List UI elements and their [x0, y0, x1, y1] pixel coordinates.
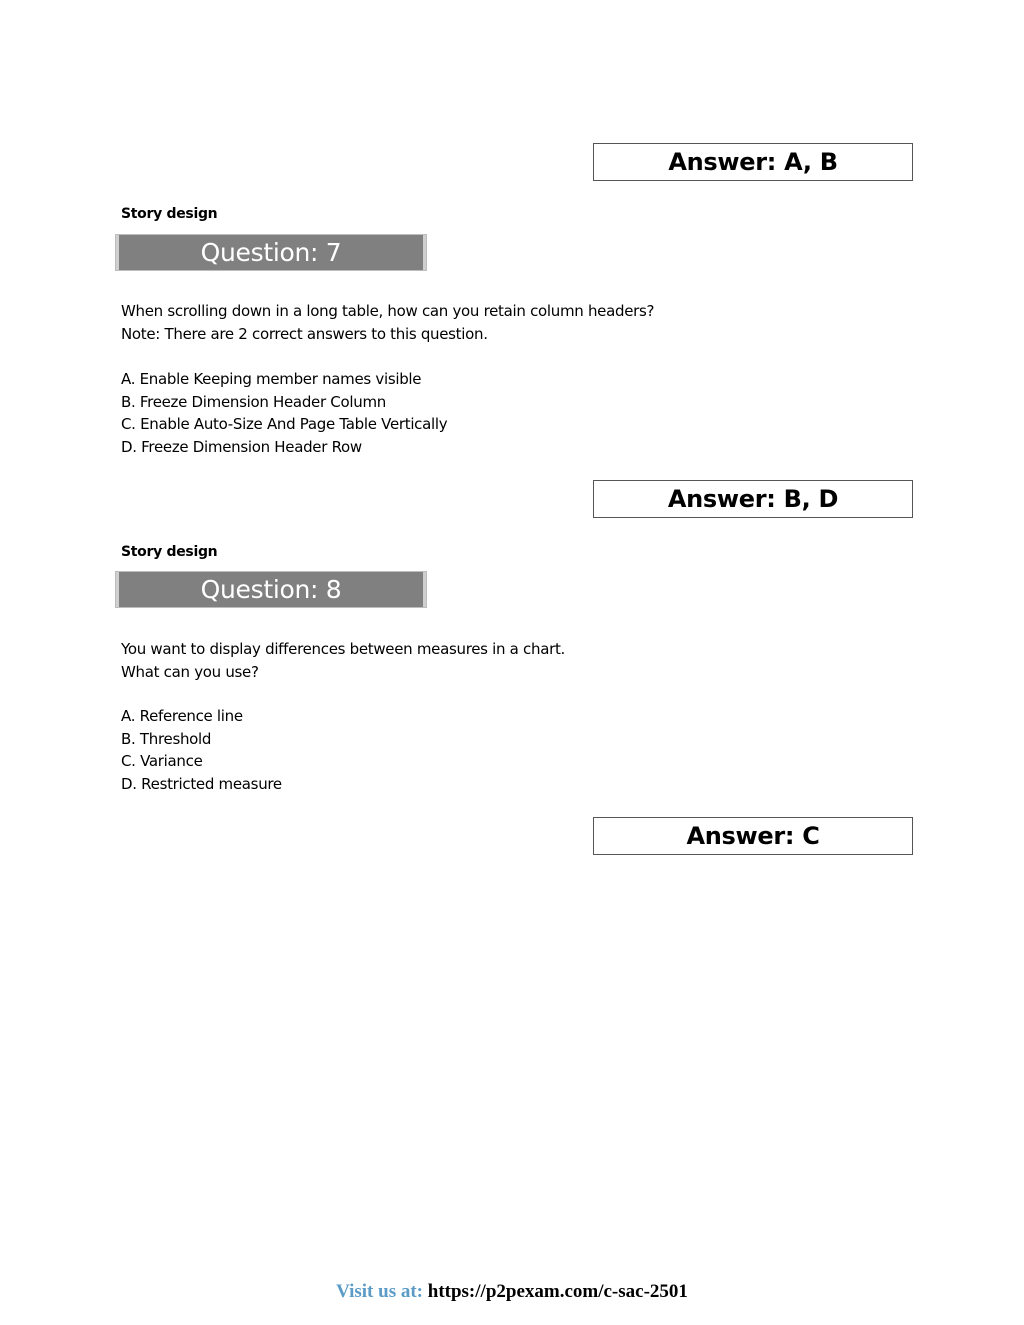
answer-text: Answer: B, D [667, 485, 839, 513]
answer-options [121, 368, 447, 458]
question-title: Question: 7 [200, 238, 342, 267]
question-banner-8 [115, 571, 427, 608]
answer-options [121, 705, 282, 795]
question-category: Story design [121, 206, 218, 222]
footer-visit-label: Visit us at: [336, 1281, 423, 1302]
option-item: D. Freeze Dimension Header Row [121, 437, 362, 456]
answer-text: Answer: A, B [668, 148, 838, 176]
option-item: C. Variance [121, 752, 203, 770]
question-text-line: When scrolling down in a long table, how can you retain column headers? [121, 302, 655, 320]
question-title: Question: 8 [200, 575, 342, 604]
question-text [121, 638, 565, 683]
answer-box-8 [593, 817, 913, 855]
option-item: A. Enable Keeping member names visible [121, 370, 422, 388]
option-item: B. Threshold [121, 729, 212, 748]
answer-box-7 [593, 480, 913, 518]
option-item: D. Restricted measure [121, 774, 282, 793]
answer-box-previous [593, 143, 913, 181]
question-text-line: What can you use? [121, 662, 259, 681]
question-banner-7 [115, 234, 427, 271]
question-text [121, 300, 654, 345]
question-text-line: You want to display differences between measures in a chart. [121, 640, 566, 658]
question-text-line: Note: There are 2 correct answers to this question. [121, 324, 488, 343]
option-item: C. Enable Auto-Size And Page Table Vertically [121, 415, 448, 433]
question-category: Story design [121, 544, 218, 560]
answer-text: Answer: C [686, 822, 820, 850]
option-item: A. Reference line [121, 707, 243, 725]
option-item: B. Freeze Dimension Header Column [121, 392, 386, 411]
footer-url-link[interactable]: https://p2pexam.com/c-sac-2501 [427, 1281, 688, 1302]
page-footer [0, 1281, 1024, 1303]
